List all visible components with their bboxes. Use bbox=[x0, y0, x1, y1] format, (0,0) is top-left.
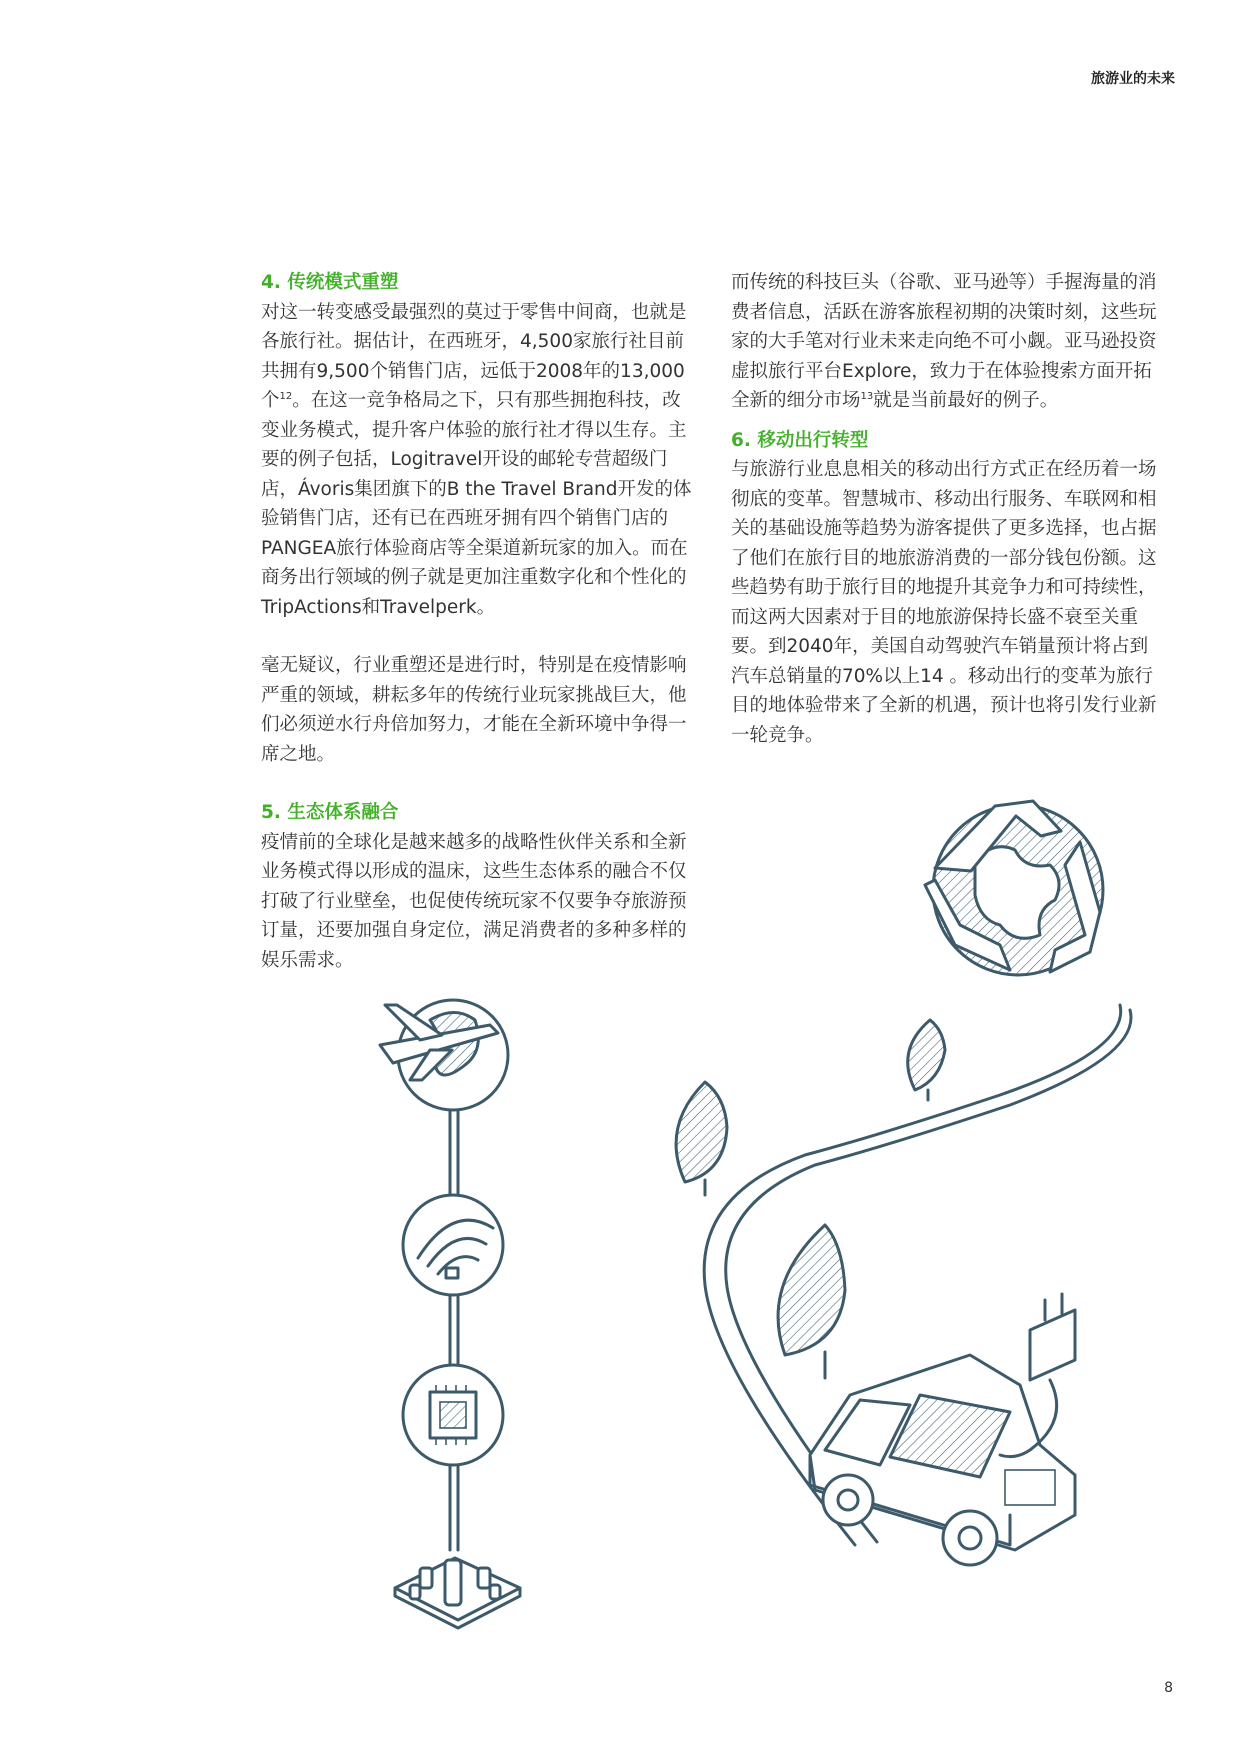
section-5-cont-text-b: 就是当前最好的例子。 bbox=[873, 390, 1059, 411]
section-4-paragraph-2: 毫无疑议，行业重塑还是进行时，特别是在疫情影响严重的领域，耕耘多年的传统行业玩家挑战巨大，他们必须逆水行舟倍加努力，才能在全新环境中争得一席之地。 bbox=[261, 655, 687, 765]
wifi-icon bbox=[403, 1195, 503, 1295]
section-4-p1-text-b: 。在这一竞争格局之下，只有那些拥抱科技，改变业务模式，提升客户体验的旅行社才得以生存。主要的例子包括，Logitravel开设的邮轮专营超级门店，Ávoris集团旗下的B the Travel Brand开发的体验销售门店，还有已在西班牙拥有四个销售门店的PANGEA旅行体验商店等全渠道新玩家的加入。而在商务出行领域的例子就是更加注重数字化和个性化的TripActions和Travelperk。 bbox=[261, 390, 692, 618]
section-6-paragraph-1: 与旅游行业息息相关的移动出行方式正在经历着一场彻底的变革。智慧城市、移动出行服务、车联网和相关的基础设施等趋势为游客提供了更多选择，也占据了他们在旅行目的地旅游消费的一部分钱包份额。这些趋势有助于旅行目的地提升其竞争力和可持续性，而这两大因素对于目的地旅游保持长盛不衰至关重要。到2040年，美国自动驾驶汽车销量预计将占到汽车总销量的70%以上14 。移动出行的变革为旅行目的地体验带来了全新的机遇，预计也将引发行业新一轮竞争。 bbox=[731, 459, 1157, 746]
section-4-title: 4. 传统模式重塑 bbox=[261, 272, 399, 293]
leaf-icon bbox=[908, 1020, 945, 1100]
section-5-paragraph-1: 疫情前的全球化是越来越多的战略性伙伴关系和全新业务模式得以形成的温床，这些生态体系的融合不仅打破了行业壁垒，也促使传统玩家不仅要争夺旅游预订量，还要加强自身定位，满足消费者的多种多样的娱乐需求。 bbox=[261, 831, 687, 971]
circuit-board-icon bbox=[395, 1558, 520, 1628]
footnote-ref-12: 12 bbox=[279, 390, 293, 402]
tower-stack bbox=[450, 1090, 458, 1550]
leaf-icon-3 bbox=[778, 1225, 845, 1378]
chip-icon bbox=[403, 1365, 503, 1465]
airplane-globe-icon bbox=[380, 1000, 508, 1110]
section-5-cont-text-a: 而传统的科技巨头（谷歌、亚马逊等）手握海量的消费者信息，活跃在游客旅程初期的决策时刻，这些玩家的大手笔对行业未来走向绝不可小觑。亚马逊投资虚拟旅行平台Explore，致力于在体验搜索方面开拓全新的细分市场 bbox=[731, 272, 1157, 411]
page-number: 8 bbox=[1164, 1680, 1173, 1696]
leaf-icon-2 bbox=[676, 1082, 727, 1195]
car-icon bbox=[810, 1355, 1075, 1565]
section-6-title: 6. 移动出行转型 bbox=[731, 429, 869, 451]
section-5-title: 5. 生态体系融合 bbox=[261, 802, 399, 823]
page-header-title: 旅游业的未来 bbox=[1091, 71, 1175, 87]
recycle-globe-icon bbox=[925, 801, 1103, 975]
footnote-ref-13: 13 bbox=[860, 390, 874, 402]
section-4-p1-text-a: 对这一转变感受最强烈的莫过于零售中间商，也就是各旅行社。据估计，在西班牙，4,500家旅行社目前共拥有9,500个销售门店，远低于2008年的13,000个 bbox=[261, 301, 687, 411]
